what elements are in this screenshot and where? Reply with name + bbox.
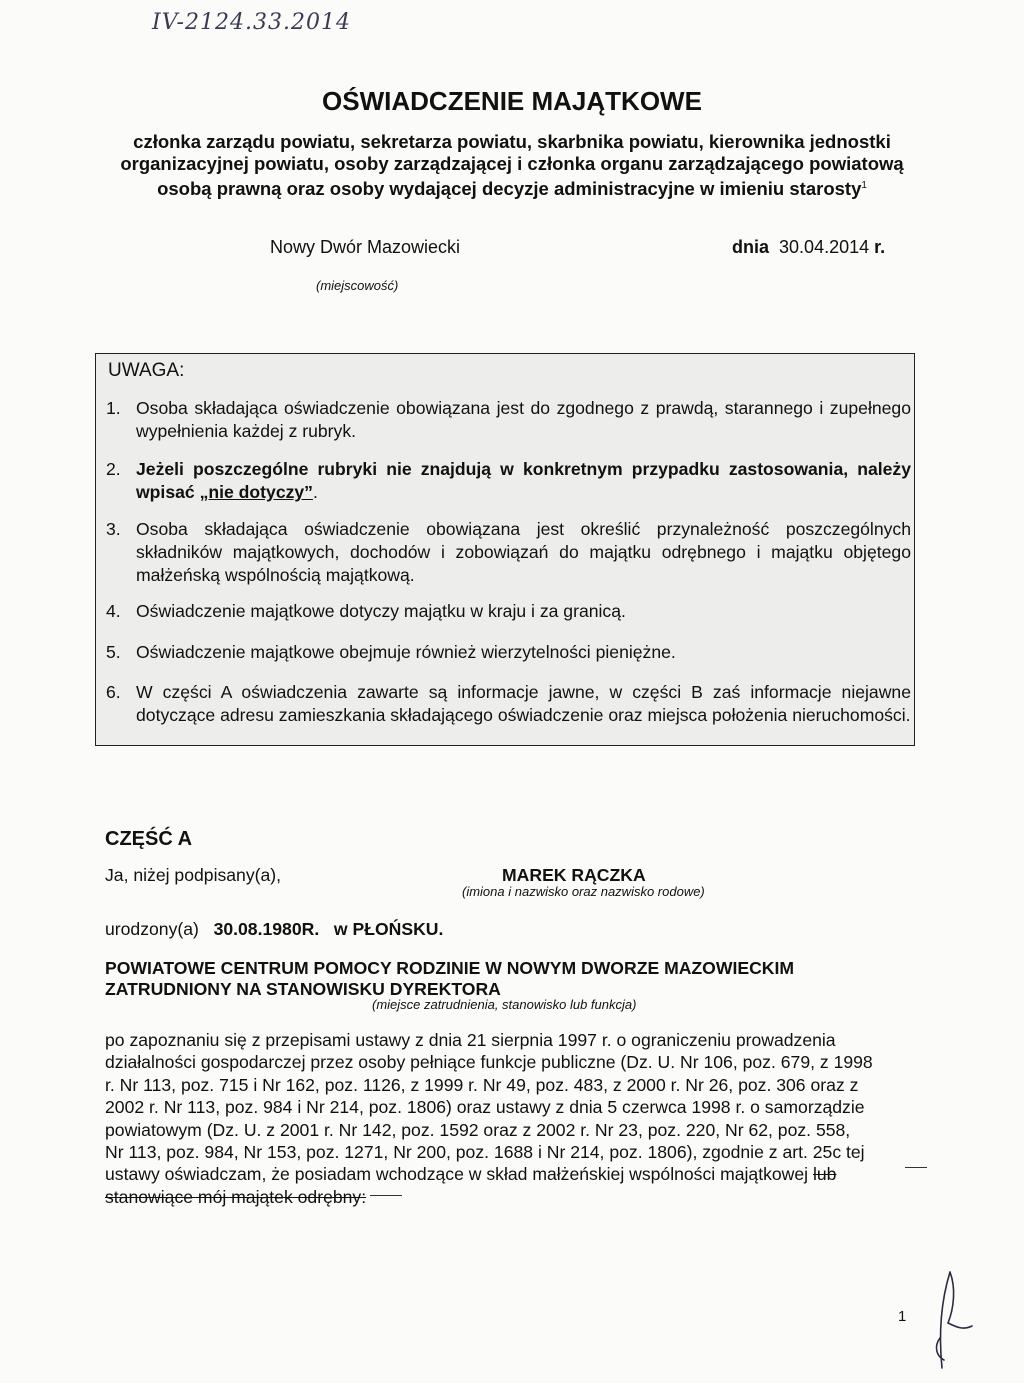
struck-text: lub	[812, 1164, 837, 1185]
birth-date: 30.08.1980R.	[213, 919, 320, 939]
handwritten-reference: IV-2124.33.2014	[152, 10, 351, 35]
notice-item-text-end: .	[312, 482, 318, 502]
notice-item-number: 1.	[106, 398, 121, 418]
born-label: urodzony(a)	[105, 919, 199, 939]
name-caption: (imiona i nazwisko oraz nazwisko rodowe)	[462, 884, 705, 899]
employer	[105, 958, 794, 1000]
date-field	[732, 237, 885, 258]
notice-box	[95, 353, 915, 746]
paragraph-line: r. Nr 113, poz. 715 i Nr 162, poz. 1126, z 1999 r. Nr 49, poz. 483, z 2000 r. Nr 26, poz. 306 oraz z	[105, 1074, 859, 1095]
declarant-name: MAREK RĄCZKA	[502, 865, 646, 885]
birth-place: PŁOŃSKU.	[352, 919, 444, 939]
place-caption: (miejscowość)	[316, 278, 399, 293]
signature-initials	[928, 1268, 978, 1378]
date-label: dnia	[732, 237, 770, 257]
notice-item-number: 5.	[106, 642, 121, 662]
not-applicable-phrase: „nie dotyczy”	[199, 482, 313, 502]
paragraph-line: Nr 113, poz. 984, Nr 153, poz. 1271, Nr 200, poz. 1688 i Nr 214, poz. 1806), zgodnie z art. 25c tej	[105, 1142, 865, 1163]
document-title: OŚWIADCZENIE MAJĄTKOWE	[322, 86, 702, 116]
birth-line	[105, 918, 443, 941]
subtitle-line-1: członka zarządu powiatu, sekretarza powiatu, skarbnika powiatu, kierownika jednostki	[133, 131, 891, 152]
employer-line-1: POWIATOWE CENTRUM POMOCY RODZINIE W NOWYM DWORZE MAZOWIECKIM	[105, 958, 795, 978]
paragraph-line: po zapoznaniu się z przepisami ustawy z dnia 21 sierpnia 1997 r. o ograniczeniu prowadzenia	[105, 1030, 836, 1050]
paragraph-line: 2002 r. Nr 113, poz. 984 i Nr 214, poz. 1806) oraz ustawy z dnia 5 czerwca 1998 r. o samorządzie	[105, 1097, 865, 1118]
notice-item-text: Oświadczenie majątkowe obejmuje również wierzytelności pieniężne.	[136, 642, 676, 662]
subtitle-line-3	[100, 175, 924, 200]
notice-item-text-part: Jeżeli poszczególne rubryki nie znajdują w konkretnym przypadku zastosowania, należy wpisać	[136, 459, 911, 502]
place-value: Nowy Dwór Mazowiecki	[270, 237, 461, 257]
born-in: w	[333, 919, 348, 939]
paragraph-line: powiatowym (Dz. U. z 2001 r. Nr 142, poz. 1592 oraz z 2002 r. Nr 23, poz. 220, Nr 62, poz. 558,	[105, 1119, 851, 1140]
notice-heading: UWAGA:	[108, 360, 185, 381]
signed-label: Ja, niżej podpisany(a),	[105, 865, 282, 885]
page-number: 1	[898, 1308, 907, 1325]
notice-item-text	[136, 458, 911, 504]
notice-item-number: 2.	[106, 459, 121, 479]
strike-extension-line	[370, 1195, 402, 1196]
footnote-mark: 1	[861, 180, 867, 191]
employer-line-2: ZATRUDNIONY NA STANOWISKU DYREKTORA	[105, 979, 501, 999]
date-suffix: r.	[874, 237, 886, 257]
notice-item-number: 4.	[106, 601, 121, 621]
declaration-paragraph	[105, 1029, 907, 1208]
notice-item-text: Oświadczenie majątkowe dotyczy majątku w kraju i za granicą.	[136, 601, 626, 621]
paragraph-line: działalności gospodarczej przez osoby pełniące funkcje publiczne (Dz. U. Nr 106, poz. 679, z 1998	[105, 1052, 873, 1073]
document-subtitle	[100, 131, 924, 200]
paragraph-line	[105, 1186, 907, 1208]
part-a-heading: CZĘŚĆ A	[105, 828, 193, 850]
subtitle-line-2: organizacyjnej powiatu, osoby zarządzającej i członka organu zarządzającego powiatową	[120, 153, 904, 174]
paragraph-line	[105, 1163, 907, 1185]
notice-item-number: 6.	[106, 682, 121, 702]
date-value: 30.04.2014	[779, 237, 870, 257]
employer-caption: (miejsce zatrudnienia, stanowisko lub funkcja)	[372, 997, 637, 1012]
struck-text: stanowiące mój majątek odrębny:	[105, 1186, 367, 1207]
notice-item-text: Osoba składająca oświadczenie obowiązana jest określić przynależność poszczególnych składników majątkowych, dochodów i zobowiązań do majątku odrębnego i majątku objętego małżeńską wspólnością majątkową.	[136, 519, 911, 585]
notice-item-text: Osoba składająca oświadczenie obowiązana jest do zgodnego z prawdą, starannego i zupełnego wypełnienia każdej z rubryk.	[136, 398, 911, 441]
subtitle-line-3-text: osobą prawną oraz osoby wydającej decyzje administracyjne w imieniu starosty	[157, 178, 862, 200]
notice-item-text: W części A oświadczenia zawarte są informacje jawne, w części B zaś informacje niejawne dotyczące adresu zamieszkania składającego oświadczenie oraz miejsca położenia nieruchomości.	[136, 682, 911, 725]
paragraph-line-text: ustawy oświadczam, że posiadam wchodzące w skład małżeńskiej wspólności majątkowej	[105, 1164, 813, 1185]
strike-extension-line	[905, 1167, 927, 1168]
notice-item-number: 3.	[106, 519, 121, 539]
